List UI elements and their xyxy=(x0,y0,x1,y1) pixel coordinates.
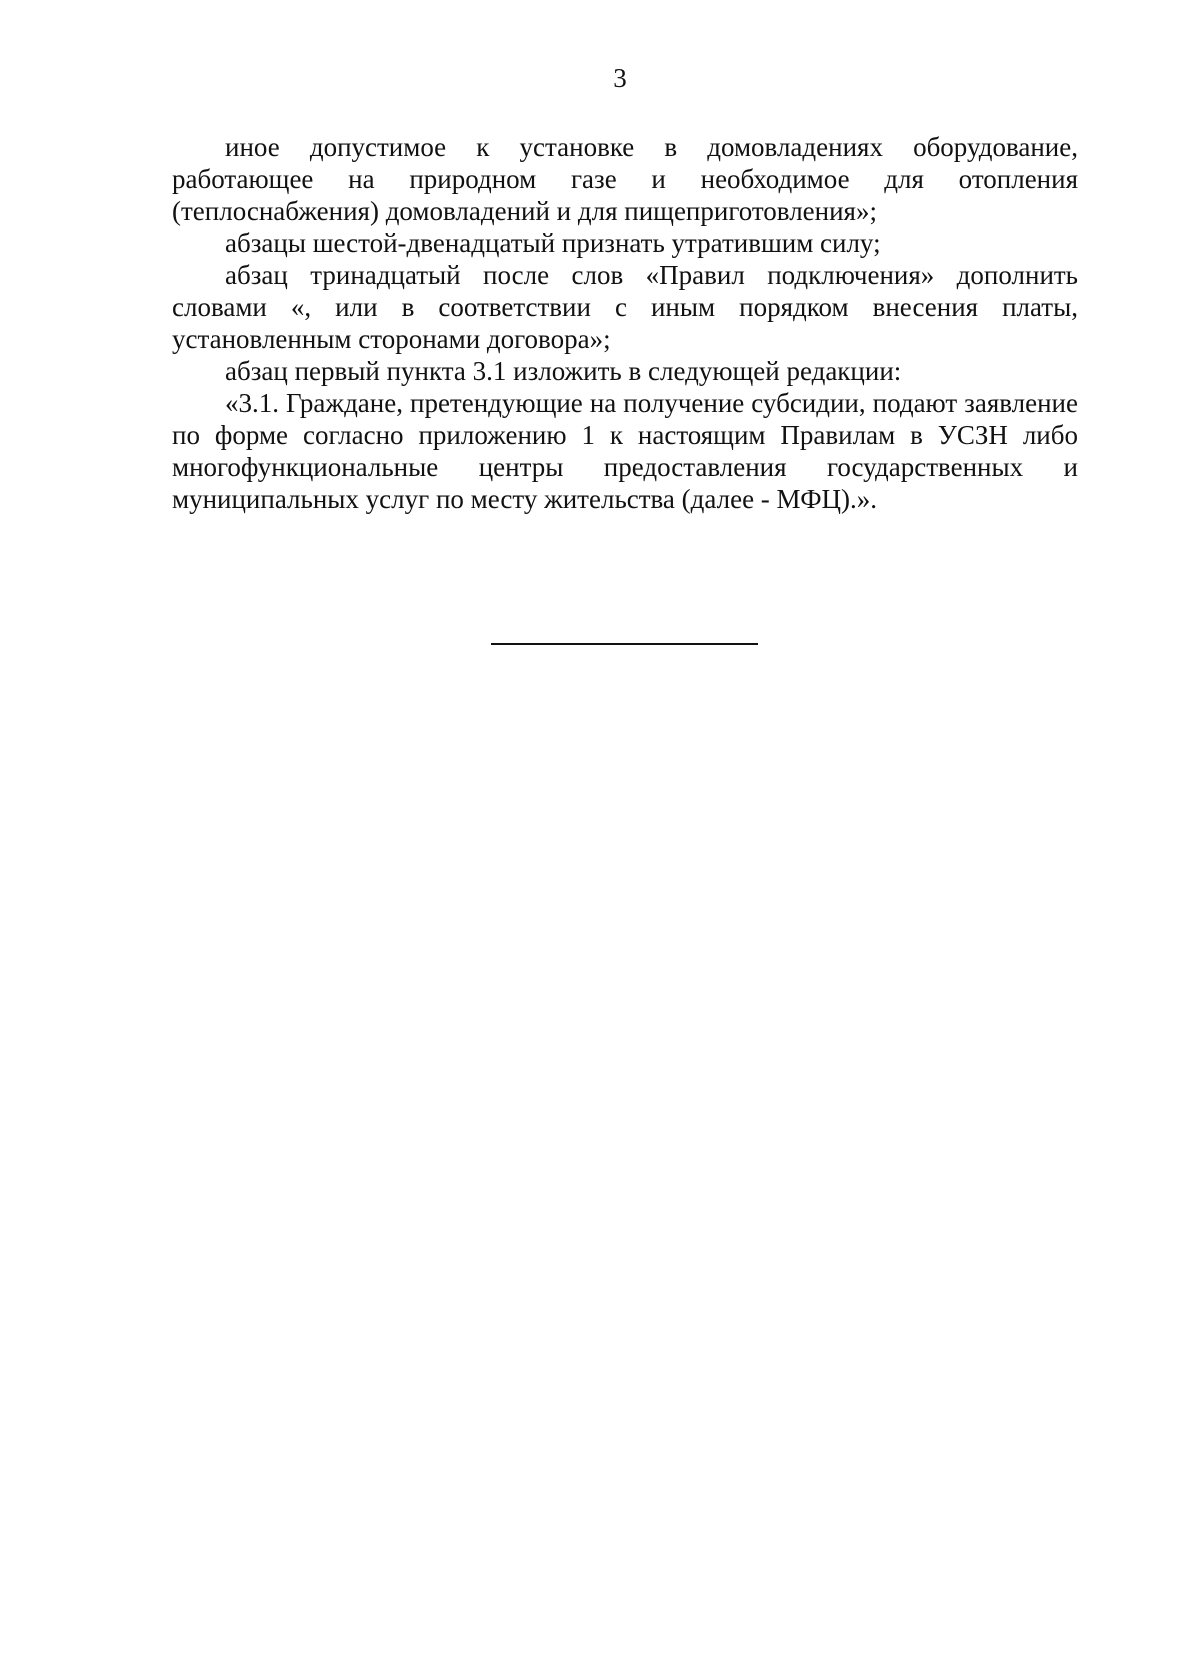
page-number: 3 xyxy=(613,63,627,93)
paragraph-equipment: иное допустимое к установке в домовладениях оборудование, работающее на природном газе и необходимое для отопления (теплоснабжения) домовладений и для пищеприготовления»; xyxy=(172,132,1078,226)
paragraph-clause-3-1-intro: абзац первый пункта 3.1 изложить в следующей редакции: xyxy=(225,356,902,386)
paragraph-thirteenth-clause: абзац тринадцатый после слов «Правил подключения» дополнить словами «, или в соответствии с иным порядком внесения платы, установленным сторонами договора»; xyxy=(172,260,1078,354)
document-body xyxy=(172,131,1078,515)
end-separator-line xyxy=(491,643,758,645)
paragraph-clause-3-1-text: «3.1. Граждане, претендующие на получение субсидии, подают заявление по форме согласно приложению 1 к настоящим Правилам в УСЗН либо многофункциональные центры предоставления государственных и муниципальных услуг по месту жительства (далее - МФЦ).». xyxy=(172,388,1078,514)
paragraph-void-clauses: абзацы шестой-двенадцатый признать утратившим силу; xyxy=(225,228,881,258)
